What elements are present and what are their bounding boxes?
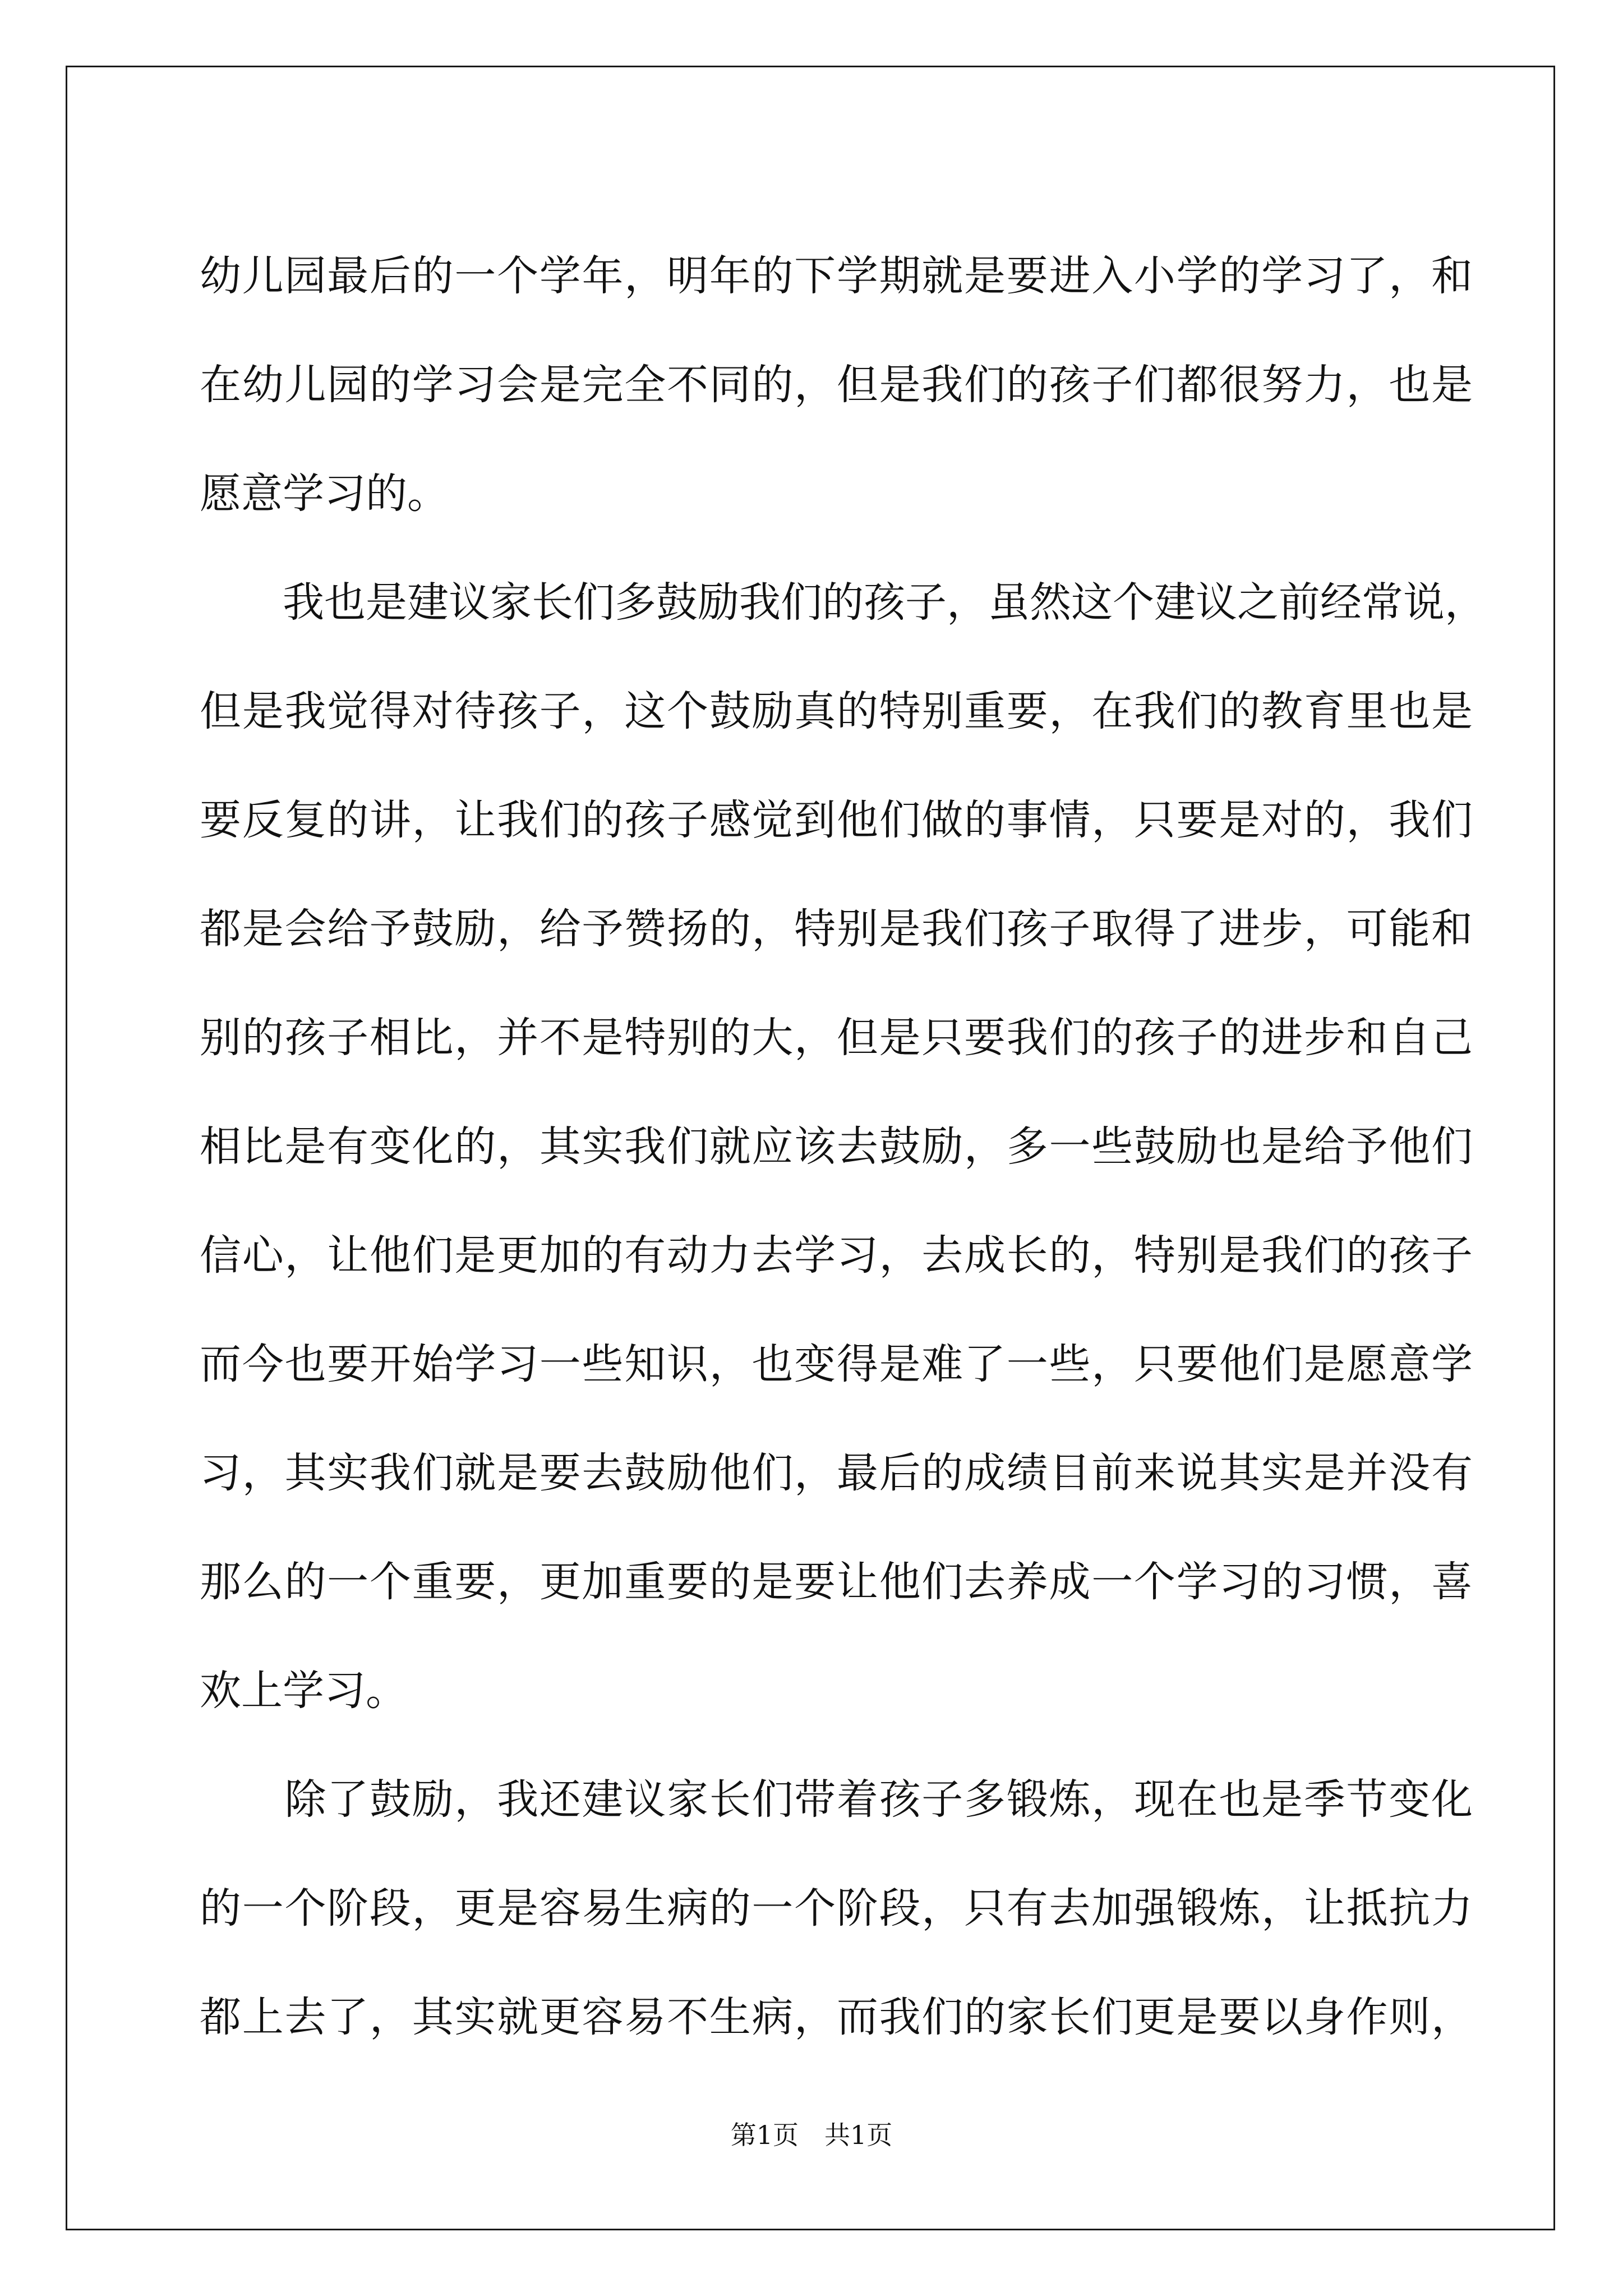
text-line: 信心，让他们是更加的有动力去学习，去成长的，特别是我们的孩子 — [200, 1231, 1473, 1280]
text-line: 除了鼓励，我还建议家长们带着孩子多锻炼，现在也是季节变化 — [200, 1775, 1473, 1824]
text-line: 我也是建议家长们多鼓励我们的孩子，虽然这个建议之前经常说， — [200, 578, 1486, 627]
text-line: 那么的一个重要，更加重要的是要让他们去养成一个学习的习惯，喜 — [200, 1558, 1473, 1606]
text-line: 习，其实我们就是要去鼓励他们，最后的成绩目前来说其实是并没有 — [200, 1449, 1473, 1497]
text-line: 都是会给予鼓励，给予赞扬的，特别是我们孩子取得了进步，可能和 — [200, 905, 1473, 953]
document-body — [200, 222, 1486, 2072]
text-line: 要反复的讲，让我们的孩子感觉到他们做的事情，只要是对的，我们 — [200, 796, 1473, 844]
text-line: 但是我觉得对待孩子，这个鼓励真的特别重要，在我们的教育里也是 — [200, 687, 1473, 735]
text-line: 别的孩子相比，并不是特别的大，但是只要我们的孩子的进步和自己 — [200, 1014, 1473, 1062]
text-line: 相比是有变化的，其实我们就应该去鼓励，多一些鼓励也是给予他们 — [200, 1122, 1473, 1171]
text-line: 愿意学习的。 — [200, 470, 449, 518]
text-line: 欢上学习。 — [200, 1667, 407, 1715]
text-line: 在幼儿园的学习会是完全不同的，但是我们的孩子们都很努力，也是 — [200, 361, 1473, 409]
page-number-footer: 第1页 共1页 — [730, 2120, 893, 2150]
text-line: 幼儿园最后的一个学年，明年的下学期就是要进入小学的学习了，和 — [200, 252, 1473, 300]
text-line: 而今也要开始学习一些知识，也变得是难了一些，只要他们是愿意学 — [200, 1340, 1473, 1388]
text-line: 都上去了，其实就更容易不生病，而我们的家长们更是要以身作则， — [200, 1993, 1473, 2041]
text-line: 的一个阶段，更是容易生病的一个阶段，只有去加强锻炼，让抵抗力 — [200, 1884, 1473, 1932]
